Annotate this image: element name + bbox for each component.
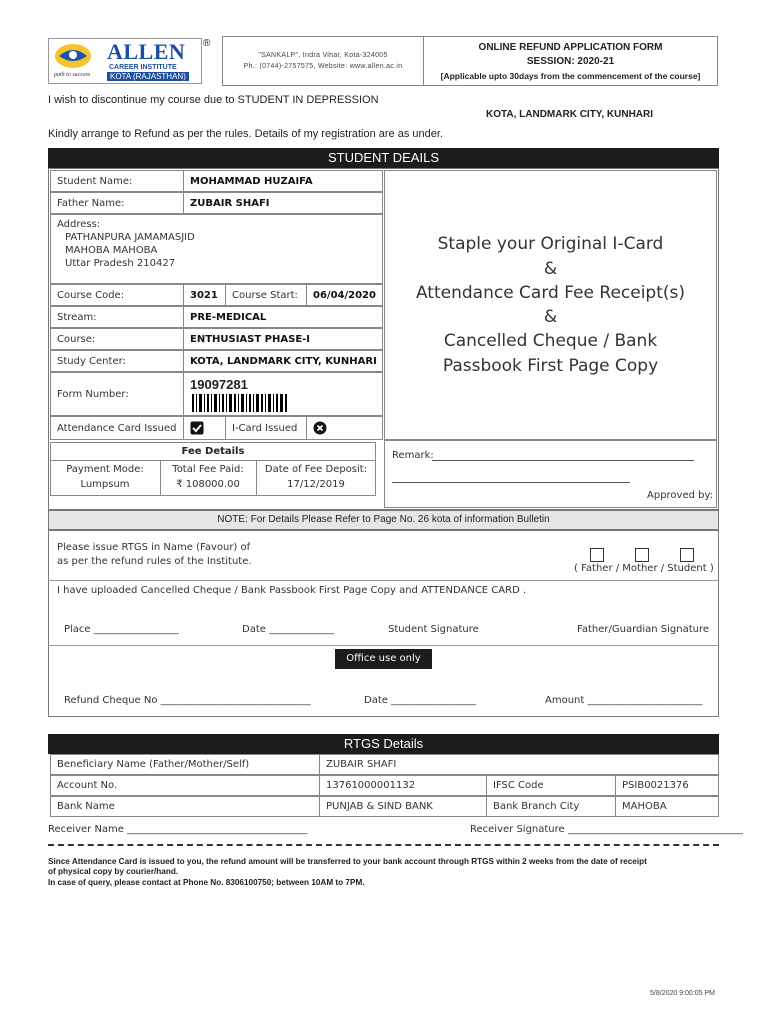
remark-line[interactable] <box>432 460 694 461</box>
student-section-title: STUDENT DEAILS <box>48 148 719 168</box>
total-fee: ₹ 108000.00 <box>176 479 240 490</box>
address-line-1: PATHANPURA JAMAMASJID <box>65 232 195 243</box>
attendance-check-cell <box>183 416 226 440</box>
remark-label: Remark: <box>392 450 434 461</box>
refund-cheque-field[interactable]: Refund Cheque No ______________________________ <box>64 695 311 706</box>
stream-cell <box>183 306 383 328</box>
applicable-note: [Applicable upto 30days from the commencement of the course] <box>440 71 701 81</box>
father-name-cell <box>183 192 383 214</box>
form-title-box <box>423 36 718 86</box>
address-line: "SANKALP", Indra Vihar, Kota-324005 <box>258 52 388 59</box>
staple-line: Attendance Card Fee Receipt(s) <box>415 283 686 303</box>
address-box <box>222 36 424 86</box>
bank-name: PUNJAB & SIND BANK <box>326 801 433 812</box>
logo-tagline: path to success <box>54 72 91 78</box>
course-start-label-cell: Course Start: <box>225 284 307 306</box>
beneficiary: ZUBAIR SHAFI <box>326 759 397 770</box>
fee-details-title: Fee Details <box>181 446 245 457</box>
total-fee-label: Total Fee Paid: <box>172 464 244 475</box>
course: ENTHUSIAST PHASE-I <box>190 333 311 345</box>
rtgs-section-title: RTGS Details <box>48 734 719 754</box>
footer-line3: In case of query, please contact at Phone No. 8306100750; between 10AM to 7PM. <box>48 878 365 887</box>
amount-field[interactable]: Amount _______________________ <box>545 695 703 706</box>
bank-cell <box>319 796 487 817</box>
icard-label-cell: I-Card Issued <box>225 416 307 440</box>
cross-circle-icon[interactable] <box>313 421 327 435</box>
request-divider <box>48 645 719 646</box>
staple-area <box>384 170 717 440</box>
account-label-cell: Account No. <box>50 775 320 796</box>
stream-row: Stream: <box>50 306 184 328</box>
guardian-signature-label: Father/Guardian Signature <box>577 624 710 635</box>
bank-label-cell: Bank Name <box>50 796 320 817</box>
stream: PRE-MEDICAL <box>190 311 267 323</box>
office-use-badge: Office use only <box>335 649 432 669</box>
branch-cell <box>615 796 719 817</box>
logo-city: KOTA (RAJASTHAN) <box>107 72 189 81</box>
logo-brand: ALLEN <box>107 39 186 64</box>
payment-mode-label: Payment Mode: <box>66 464 144 475</box>
date-field[interactable]: Date _____________ <box>242 624 335 635</box>
office-date-field[interactable]: Date _________________ <box>364 695 477 706</box>
place-field[interactable]: Place _________________ <box>64 624 179 635</box>
logo-emblem-icon <box>53 42 93 70</box>
fee-row-divider <box>50 460 376 461</box>
ifsc-cell <box>615 775 719 796</box>
arrange-text: Kindly arrange to Refund as per the rules. Details of my registration are as under. <box>48 128 443 140</box>
logo-sub: CAREER INSTITUTE <box>109 64 177 71</box>
remark-line[interactable] <box>392 482 630 483</box>
course-cell <box>183 328 383 350</box>
staple-line: Cancelled Cheque / Bank <box>443 331 658 351</box>
staple-line: & <box>543 307 558 327</box>
barcode-icon <box>190 394 290 412</box>
course-code: 3021 <box>190 289 218 301</box>
receiver-signature-field[interactable]: Receiver Signature ___________________________________ <box>470 824 743 835</box>
ifsc-code: PSIB0021376 <box>622 780 689 791</box>
course-start: 06/04/2020 <box>313 289 376 301</box>
discontinue-text: I wish to discontinue my course due to STUDENT IN DEPRESSION <box>48 94 379 106</box>
father-checkbox[interactable] <box>590 548 604 562</box>
branch-city: MAHOBA <box>622 801 667 812</box>
icard-check-cell <box>306 416 383 440</box>
request-divider <box>48 580 719 581</box>
father-name-row: Father Name: <box>50 192 184 214</box>
beneficiary-cell <box>319 754 719 775</box>
note-text: NOTE: For Details Please Refer to Page No. 26 kota of information Bulletin <box>217 514 550 525</box>
branch-label-cell: Bank Branch City <box>486 796 616 817</box>
rtgs-request-line2: as per the refund rules of the Institute. <box>57 556 252 567</box>
footer-line1: Since Attendance Card is issued to you, the refund amount will be transferred to your bank account through RTGS within 2 weeks from the date of receipt <box>48 857 647 866</box>
student-name-cell <box>183 170 383 192</box>
form-number: 19097281 <box>190 377 248 392</box>
student-name-row: Student Name: <box>50 170 184 192</box>
fee-date-label: Date of Fee Deposit: <box>264 464 368 475</box>
father-name: ZUBAIR SHAFI <box>190 197 270 209</box>
student-checkbox[interactable] <box>680 548 694 562</box>
study-center-cell <box>183 350 383 372</box>
checkbox-checked-icon[interactable] <box>190 421 204 435</box>
staple-line: & <box>543 259 558 279</box>
timestamp: 5/8/2020 9:00:05 PM <box>650 990 715 997</box>
receiver-name-field[interactable]: Receiver Name ____________________________________ <box>48 824 308 835</box>
allen-logo <box>48 38 202 84</box>
rtgs-request-line1: Please issue RTGS in Name (Favour) of <box>57 542 251 553</box>
study-center-row: Study Center: <box>50 350 184 372</box>
staple-line: Staple your Original I-Card <box>437 234 664 254</box>
course-code-row: Course Code: <box>50 284 184 306</box>
address-line-3: Uttar Pradesh 210427 <box>65 258 176 269</box>
ifsc-label-cell: IFSC Code <box>486 775 616 796</box>
rtgs-choice-label: ( Father / Mother / Student ) <box>574 563 714 574</box>
footer-line2: of physical copy by courier/hand. <box>48 867 179 876</box>
student-signature-label: Student Signature <box>388 624 479 635</box>
student-name: MOHAMMAD HUZAIFA <box>190 175 313 187</box>
registered-mark: ® <box>203 38 211 49</box>
form-number-row: Form Number: <box>50 372 184 416</box>
beneficiary-label-cell: Beneficiary Name (Father/Mother/Self) <box>50 754 320 775</box>
form-title: ONLINE REFUND APPLICATION FORM <box>478 42 663 53</box>
address-cell: Address: PATHANPURA JAMAMASJID MAHOBA MAHOBA Uttar Pradesh 210427 <box>50 214 383 284</box>
course-row: Course: <box>50 328 184 350</box>
account-cell <box>319 775 487 796</box>
account-number: 13761000001132 <box>326 780 416 791</box>
course-start-cell <box>306 284 383 306</box>
course-code-cell <box>183 284 226 306</box>
center-text: KOTA, LANDMARK CITY, KUNHARI <box>486 109 654 120</box>
staple-line: Passbook First Page Copy <box>442 356 659 376</box>
address-line-2: MAHOBA MAHOBA <box>65 245 158 256</box>
address-line: Ph.: (0744)-2757575, Website: www.allen.ac.in <box>243 63 403 70</box>
mother-checkbox[interactable] <box>635 548 649 562</box>
uploaded-text: I have uploaded Cancelled Cheque / Bank Passbook First Page Copy and ATTENDANCE CARD . <box>57 585 527 596</box>
approved-by-label: Approved by: <box>647 490 714 501</box>
session: SESSION: 2020-21 <box>526 56 615 67</box>
payment-mode: Lumpsum <box>80 479 130 490</box>
form-number-cell <box>183 372 383 416</box>
cut-line <box>48 844 719 846</box>
attendance-row: Attendance Card Issued <box>50 416 184 440</box>
study-center: KOTA, LANDMARK CITY, KUNHARI <box>190 355 377 367</box>
fee-date: 17/12/2019 <box>287 479 345 490</box>
